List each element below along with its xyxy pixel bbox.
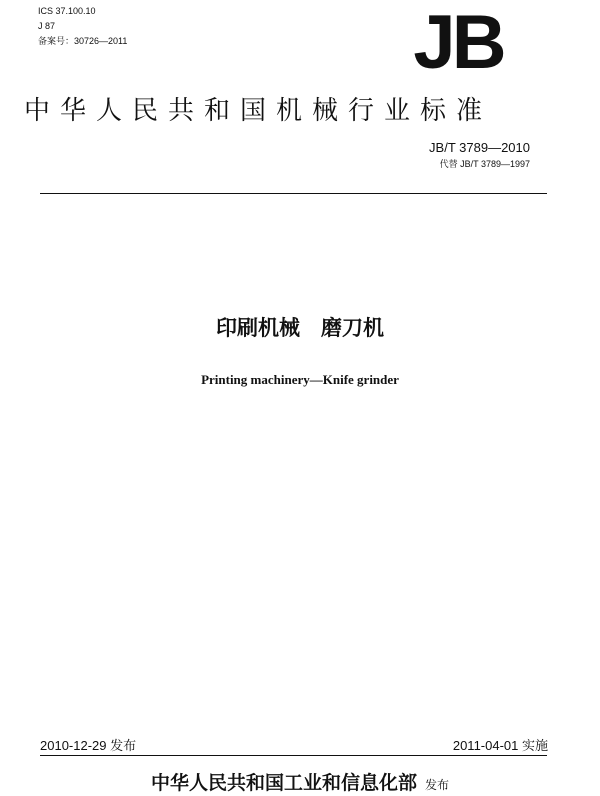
- standard-code-block: [429, 140, 530, 170]
- footer-divider: [40, 755, 547, 756]
- effective-date: 2011-04-01 实施: [452, 738, 548, 753]
- replaces-standard: 代替 JB/T 3789—1997: [439, 159, 530, 169]
- document-title-en: Printing machinery—Knife grinder: [201, 372, 399, 387]
- jb-logo-text: JB: [413, 6, 503, 74]
- issuing-authority: [0, 768, 600, 795]
- classification-block: [38, 4, 127, 49]
- document-title-cn: 印刷机械 磨刀机: [216, 316, 384, 340]
- standard-number: JB/T 3789—2010: [429, 140, 530, 155]
- publish-date: 2010-12-29 发布: [40, 738, 137, 753]
- jb-logo: [398, 6, 518, 74]
- header-divider: [40, 193, 547, 194]
- issuer-suffix: 发布: [425, 778, 450, 792]
- ics-code: ICS 37.100.10: [38, 6, 96, 16]
- industry-standard-title: 中华人民共和国机械行业标准: [24, 96, 493, 126]
- issuer-name: 中华人民共和国工业和信息化部: [150, 772, 417, 794]
- class-code: J 87: [38, 21, 56, 31]
- filing-number: 备案号：30726—2011: [38, 36, 128, 46]
